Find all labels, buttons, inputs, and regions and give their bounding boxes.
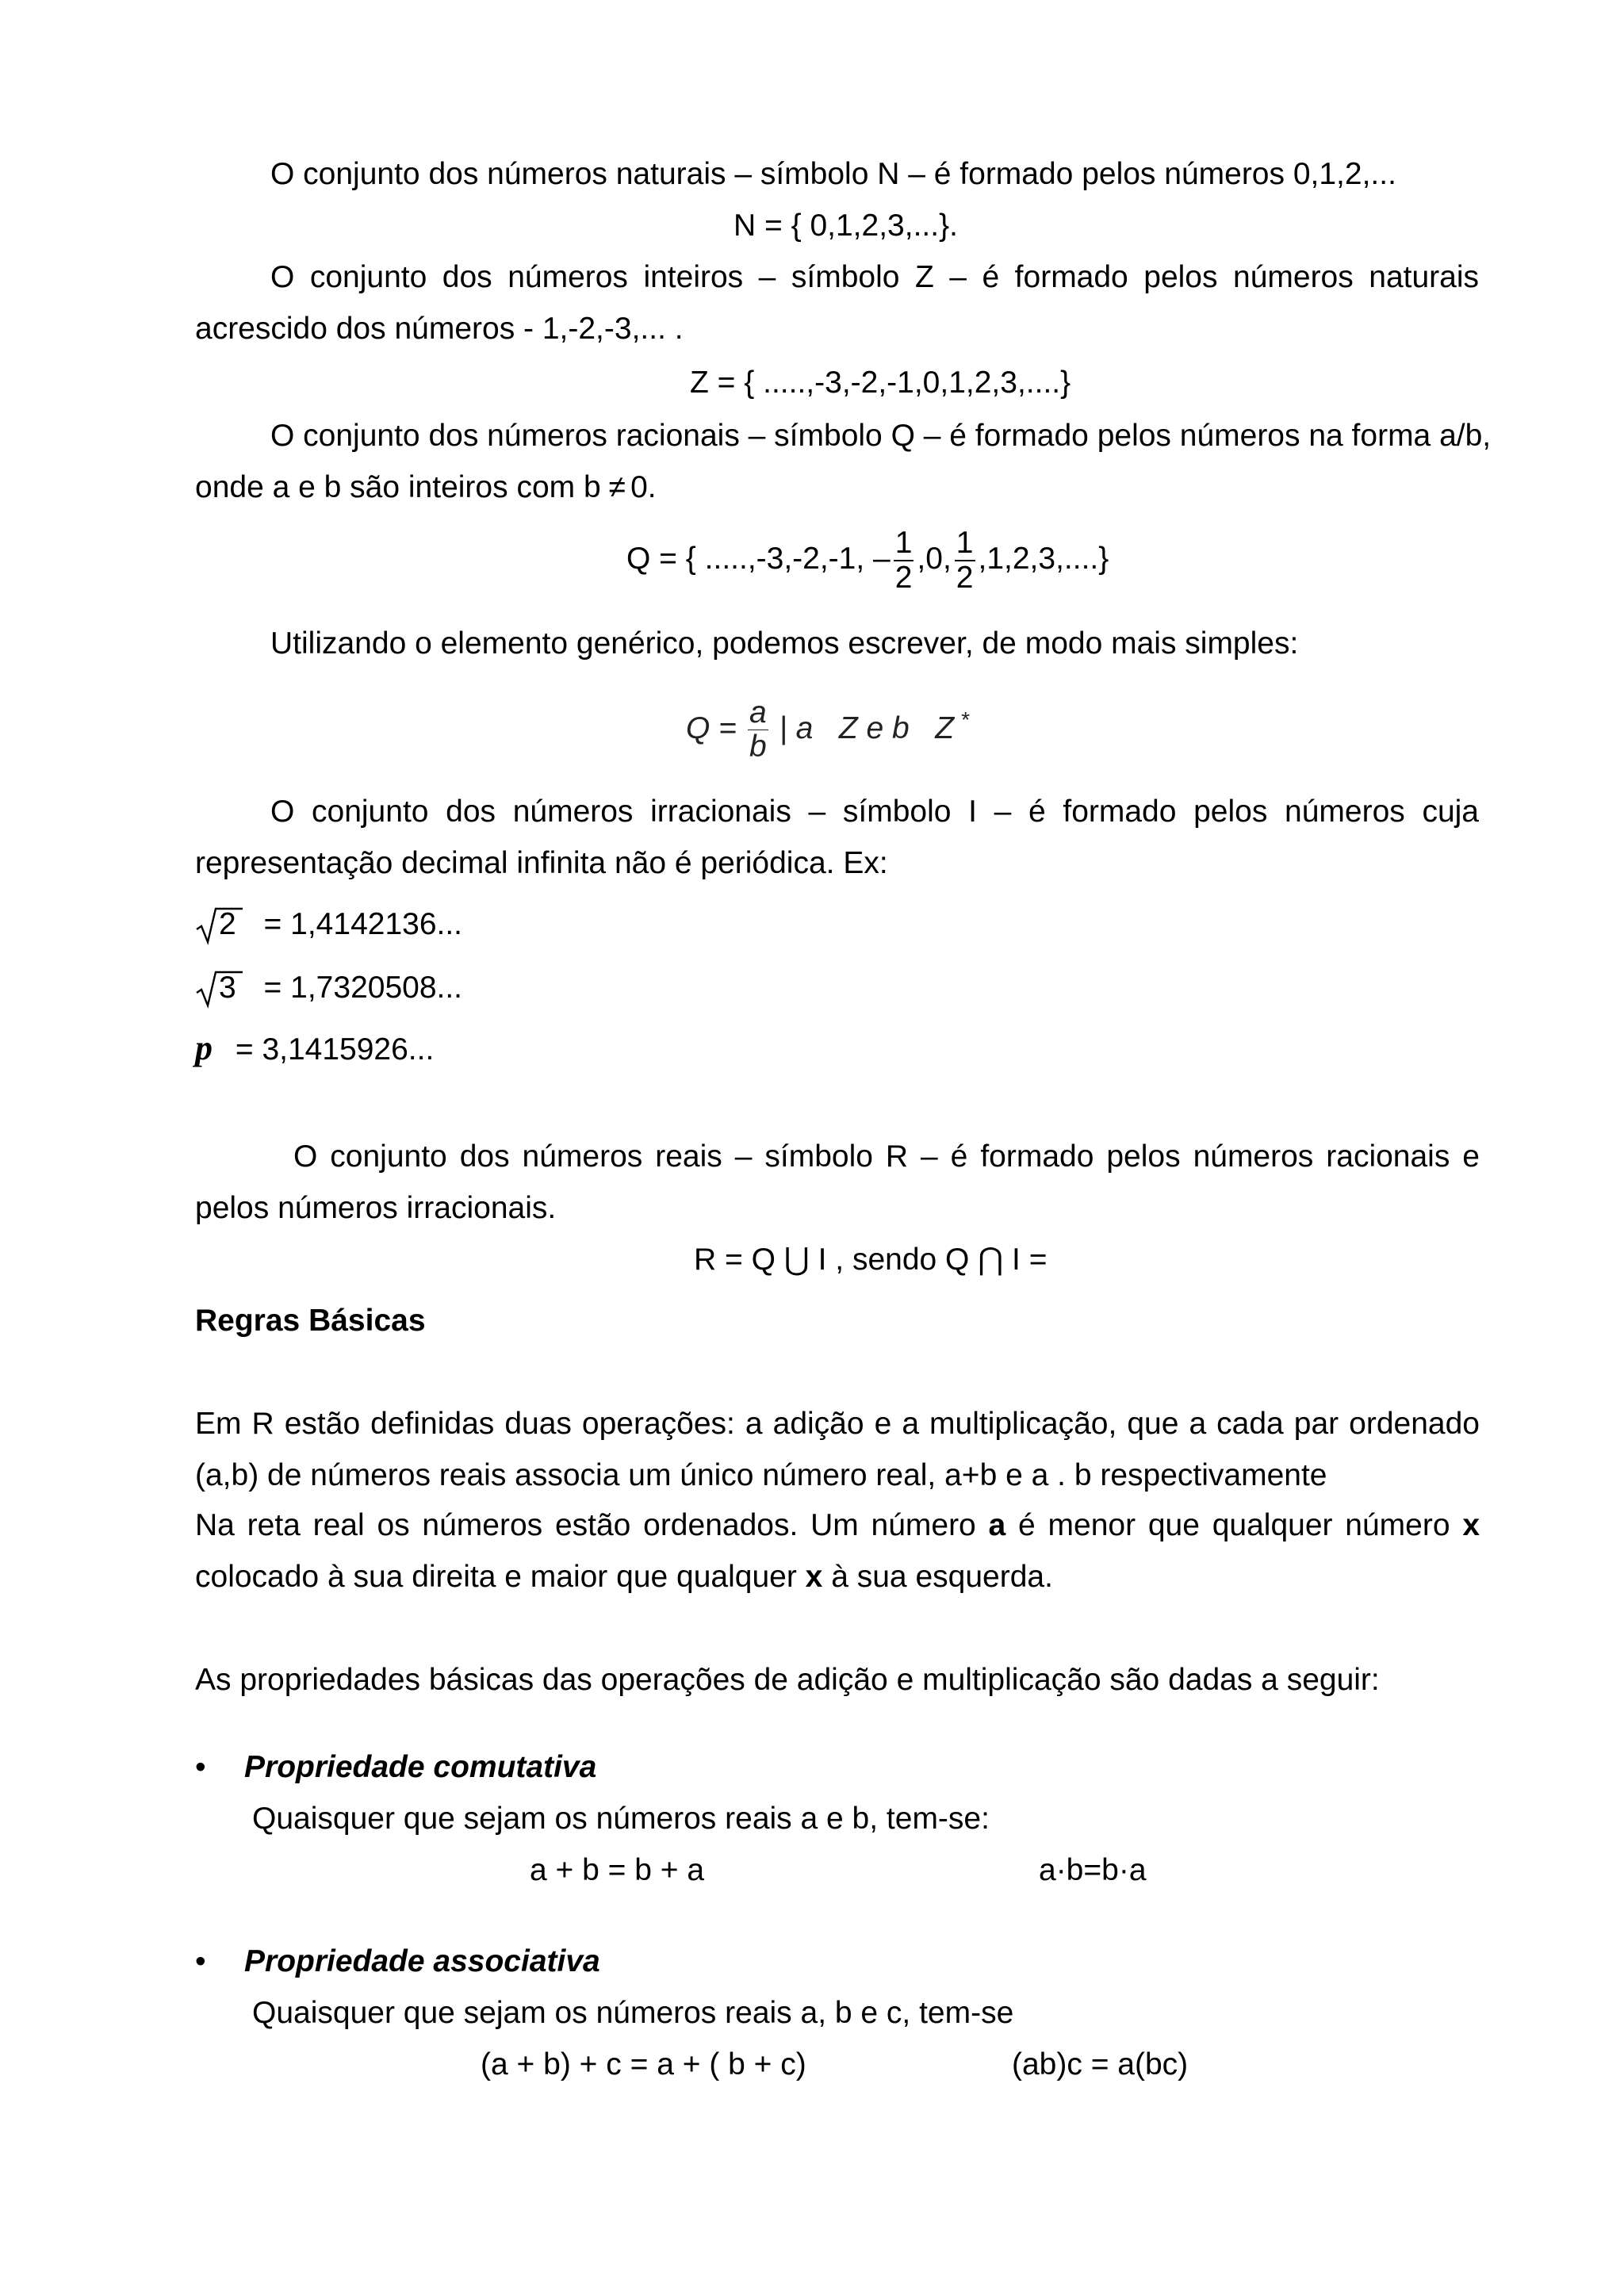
fraction-numerator: 1 xyxy=(894,525,913,560)
fraction-one-half-negative xyxy=(894,527,914,595)
not-equal-symbol: ≠ xyxy=(608,470,626,504)
inteiros-paragraph-line1: O conjunto dos números inteiros – símbolo Z – é formado pelos números naturais xyxy=(270,260,1479,294)
generic-denominator: b xyxy=(749,730,767,764)
sqrt3-value: = 1,7320508... xyxy=(263,971,463,1005)
inteiros-paragraph-line2: acrescido dos números - 1,-2,-3,... . xyxy=(195,312,684,346)
bullet-icon: • xyxy=(195,1944,206,1978)
sqrt-symbol-icon xyxy=(195,969,244,1009)
generic-q: Q = xyxy=(686,711,737,745)
property-associativa-multiplication: (ab)c = a(bc) xyxy=(1012,2047,1189,2081)
generic-star: * xyxy=(960,707,969,732)
example-pi xyxy=(195,1029,434,1069)
racionais-paragraph-line2 xyxy=(195,469,657,507)
inteiros-set: Z = { .....,-3,-2,-1,0,1,2,3,....} xyxy=(690,366,1071,400)
example-sqrt2 xyxy=(195,906,462,944)
racionais-line2-end: 0. xyxy=(630,470,657,504)
racionais-set-mid: ,0, xyxy=(917,542,952,576)
sqrt-radicand: 2 xyxy=(219,907,236,941)
fraction-denominator: 2 xyxy=(956,560,974,595)
sqrt-radical xyxy=(195,906,241,944)
regras-paragraph2-line1 xyxy=(195,1507,1480,1545)
pi-value: = 3,1415926... xyxy=(235,1032,435,1067)
p2-line2-text-a: colocado à sua direita e maior que qualquer xyxy=(195,1560,797,1594)
reais-paragraph-line2: pelos números irracionais. xyxy=(195,1191,557,1225)
p2-line2-bold-x: x xyxy=(805,1560,823,1594)
p2-line2-text-b: à sua esquerda. xyxy=(831,1560,1053,1594)
generic-condition: | a Z e b Z xyxy=(779,711,955,745)
p2-text-a: Na reta real os números estão ordenados. Um número xyxy=(195,1508,976,1542)
racionais-paragraph-line1: O conjunto dos números racionais – símbolo Q – é formado pelos números na forma a/b, xyxy=(270,419,1492,453)
reais-paragraph-line1: O conjunto dos números reais – símbolo R – é formado pelos números racionais e xyxy=(293,1139,1480,1174)
example-sqrt3 xyxy=(195,969,462,1007)
racionais-set xyxy=(626,525,1109,595)
racionais-set-suffix: ,1,2,3,....} xyxy=(978,542,1109,576)
sqrt-radical xyxy=(195,969,241,1007)
sqrt-radicand: 3 xyxy=(219,971,236,1005)
p2-text-b: é menor que qualquer número xyxy=(1018,1508,1450,1542)
regras-paragraph1-line2: (a,b) de números reais associa um único número real, a+b e a . b respectivamente xyxy=(195,1458,1327,1492)
regras-paragraph2-line2 xyxy=(195,1558,1053,1596)
property-comutativa-multiplication: a·b=b·a xyxy=(1039,1853,1147,1887)
bullet-icon: • xyxy=(195,1750,206,1784)
property-comutativa-addition: a + b = b + a xyxy=(530,1853,705,1887)
fraction-denominator: 2 xyxy=(894,560,913,595)
property-associativa-intro: Quaisquer que sejam os números reais a, b e c, tem-se xyxy=(252,1996,1014,2030)
irracionais-paragraph-line2: representação decimal infinita não é periódica. Ex: xyxy=(195,846,888,880)
racionais-line2-text: onde a e b são inteiros com b xyxy=(195,470,601,504)
p2-bold-x: x xyxy=(1462,1508,1480,1542)
sqrt2-value: = 1,4142136... xyxy=(263,907,463,941)
naturais-paragraph: O conjunto dos números naturais – símbolo N – é formado pelos números 0,1,2,... xyxy=(270,157,1396,191)
generic-element-intro: Utilizando o elemento genérico, podemos escrever, de modo mais simples: xyxy=(270,626,1299,661)
section-title-regras-basicas: Regras Básicas xyxy=(195,1304,426,1338)
property-associativa-addition: (a + b) + c = a + ( b + c) xyxy=(481,2047,806,2081)
reais-set: R = Q ⋃ I , sendo Q ⋂ I = xyxy=(694,1243,1048,1277)
pi-symbol: p xyxy=(195,1028,213,1067)
fraction-numerator: 1 xyxy=(956,525,974,560)
property-comutativa-title: Propriedade comutativa xyxy=(244,1750,597,1784)
generic-set-formula xyxy=(686,680,969,768)
generic-numerator: a xyxy=(749,695,767,730)
fraction-one-half xyxy=(955,527,975,595)
regras-paragraph1-line1: Em R estão definidas duas operações: a adição e a multiplicação, que a cada par ordenado xyxy=(195,1407,1480,1441)
property-comutativa-intro: Quaisquer que sejam os números reais a e b, tem-se: xyxy=(252,1802,990,1836)
sqrt-symbol-icon xyxy=(195,906,244,945)
naturais-set: N = { 0,1,2,3,...}. xyxy=(733,209,958,243)
irracionais-paragraph-line1: O conjunto dos números irracionais – símbolo I – é formado pelos números cuja xyxy=(270,795,1479,829)
racionais-set-prefix: Q = { .....,-3,-2,-1, – xyxy=(626,542,891,576)
p2-bold-a: a xyxy=(988,1508,1006,1542)
generic-fraction xyxy=(748,696,768,764)
property-associativa-title: Propriedade associativa xyxy=(244,1944,600,1978)
properties-intro: As propriedades básicas das operações de adição e multiplicação são dadas a seguir: xyxy=(195,1663,1380,1697)
